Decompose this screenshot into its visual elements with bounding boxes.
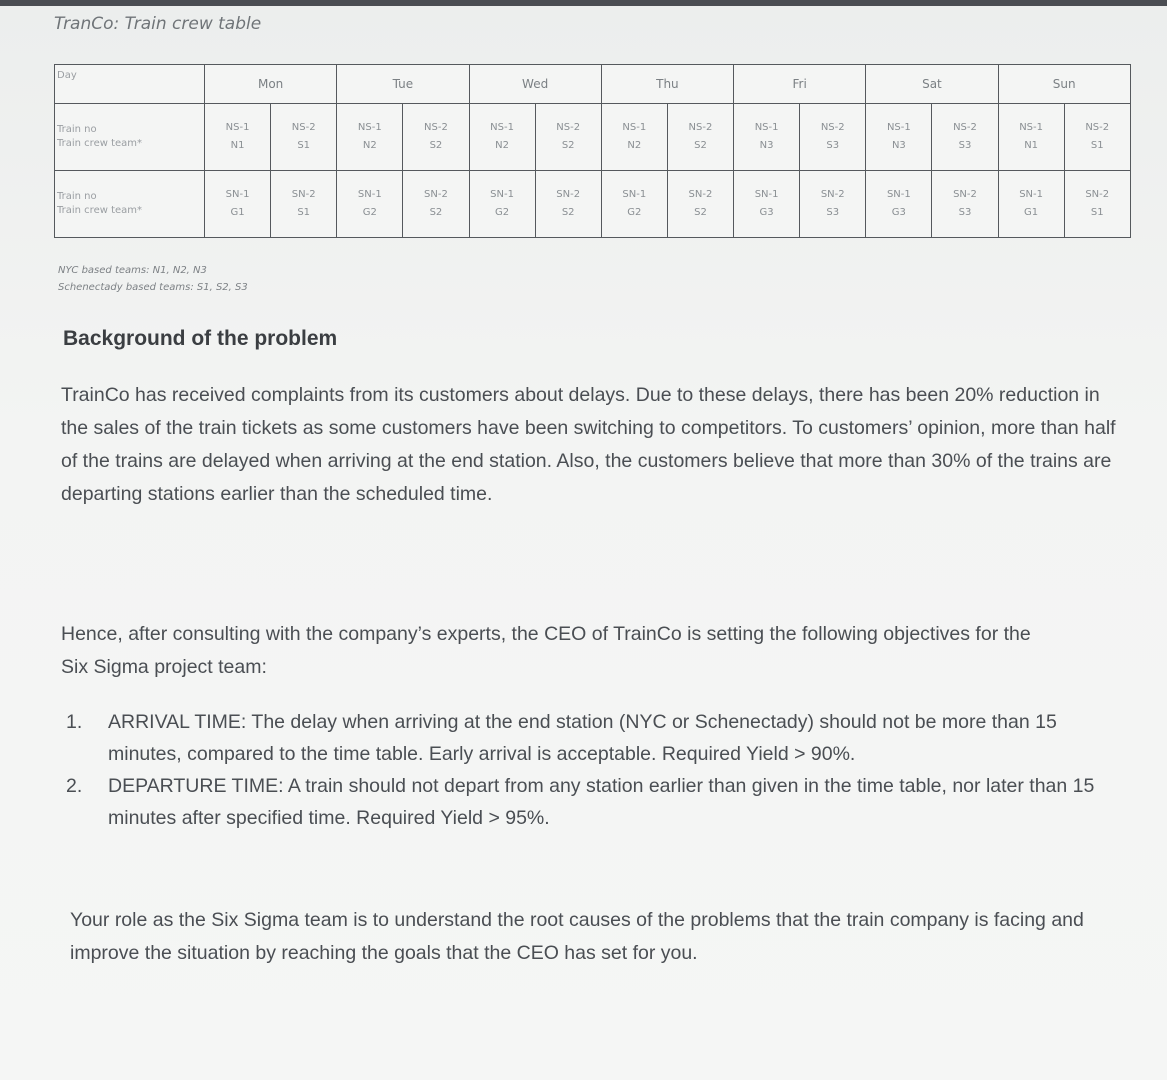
crew-cell [800,104,866,171]
crew-team: S2 [561,207,575,218]
day-header-cell: Thu [601,65,733,104]
train-number: NS-1 [754,122,779,133]
train-number: NS-2 [688,122,713,133]
crew-team: N3 [891,140,906,151]
objectives-intro-paragraph: Hence, after consulting with the company’s experts, the CEO of TrainCo is setting the following objectives for the Six Sigma project team: [61,623,1031,678]
train-number: SN-2 [953,189,977,200]
day-header-cell: Sun [998,65,1130,104]
crew-cell [403,104,469,171]
train-number: NS-2 [424,122,448,133]
crew-team: N3 [759,140,774,151]
crew-cell [205,171,271,238]
train-number: SN-2 [556,189,581,200]
day-header-cell: Wed [469,65,601,104]
crew-team: S1 [1090,207,1104,218]
northbound-row [55,104,1131,171]
crew-team: S1 [1090,140,1104,151]
crew-cell [271,104,337,171]
objective-item [62,770,1127,834]
crew-cell [998,104,1064,171]
crew-team: S2 [429,207,443,218]
crew-team: S2 [694,140,707,151]
train-number: NS-2 [556,122,581,133]
objective-item [62,706,1127,770]
crew-cell [866,171,932,238]
crew-team: N2 [495,140,509,151]
day-header-row [55,65,1131,104]
objectives-list [62,706,1127,834]
row-label [55,171,205,238]
crew-cell [535,171,601,238]
day-label: Day [55,65,205,104]
crew-cell [337,171,403,238]
crew-cell [469,171,535,238]
nyc-teams-note: NYC based teams: N1, N2, N3 [58,265,207,276]
crew-team: S2 [561,140,575,151]
day-header-cell: Mon [205,65,337,104]
section-heading: Background of the problem [63,327,338,350]
crew-cell [667,104,733,171]
train-number: SN-2 [1085,189,1110,200]
background-paragraph: TrainCo has received complaints from its customers about delays. Due to these delays, there has been 20% reduction in the sales of the train tickets as some customers have been switching to competitors. To customers’ opinion, more than half of the trains are delayed when arriving at the end station. Also, the customers believe that more than 30% of the trains are departing stations earlier than the scheduled time. [61,384,1116,505]
train-no-label: Train no [57,124,97,135]
train-number: SN-1 [886,189,911,200]
crew-team: S1 [297,207,311,218]
crew-cell [932,171,998,238]
objective-text: ARRIVAL TIME: The delay when arriving at the end station (NYC or Schenectady) should not be more than 15 minutes, compared to the time table. Early arrival is acceptable. Required Yield > 90%. [108,711,1057,765]
crew-team: N1 [230,140,245,151]
crew-team: G1 [1024,207,1039,218]
crew-team: S2 [694,207,707,218]
crew-team: S1 [297,140,311,151]
schenectady-teams-note: Schenectady based teams: S1, S2, S3 [58,282,248,293]
crew-cell [667,171,733,238]
day-header-cell: Sat [866,65,998,104]
train-number: SN-1 [490,189,514,200]
train-number: SN-1 [622,189,647,200]
crew-cell [271,171,337,238]
crew-cell [337,104,403,171]
crew-team: S2 [429,140,443,151]
crew-cell [601,171,667,238]
crew-cell [734,171,800,238]
team-footnotes [58,262,248,296]
crew-cell [1064,171,1130,238]
train-number: SN-2 [424,189,448,200]
train-number: SN-2 [820,189,845,200]
crew-cell [403,171,469,238]
train-number: NS-1 [1019,122,1044,133]
train-number: NS-1 [490,122,514,133]
role-paragraph: Your role as the Six Sigma team is to understand the root causes of the problems that the train company is facing and improve the situation by reaching the goals that the CEO has set for you. [70,909,1084,964]
crew-cell [469,104,535,171]
train-number: SN-1 [225,189,250,200]
crew-team: S3 [826,207,840,218]
crew-team: S3 [958,207,972,218]
crew-team: N1 [1024,140,1039,151]
crew-team: N2 [627,140,642,151]
crew-cell [205,104,271,171]
crew-cell [601,104,667,171]
crew-team: G2 [362,207,377,218]
crew-team: G3 [891,207,906,218]
crew-team-label: Train crew team* [57,205,143,216]
train-number: NS-2 [820,122,845,133]
southbound-row [55,171,1131,238]
top-edge-bar [0,0,1167,6]
crew-team-label: Train crew team* [57,138,143,149]
crew-cell [932,104,998,171]
crew-team: S3 [958,140,972,151]
crew-cell [1064,104,1130,171]
train-number: NS-1 [357,122,382,133]
crew-cell [800,171,866,238]
train-number: NS-1 [622,122,647,133]
train-number: NS-2 [953,122,977,133]
crew-team: S3 [826,140,840,151]
crew-team: G1 [230,207,245,218]
train-number: SN-1 [357,189,382,200]
objective-text: DEPARTURE TIME: A train should not depart from any station earlier than given in the time table, nor later than 15 minutes after specified time. Required Yield > 95%. [108,775,1095,829]
objective-number: 1. [66,711,83,733]
train-number: NS-1 [886,122,911,133]
crew-team: G3 [759,207,774,218]
train-number: SN-2 [688,189,713,200]
train-number: SN-1 [1019,189,1044,200]
train-crew-table [54,64,1131,238]
train-no-label: Train no [57,191,97,202]
day-header-cell: Tue [337,65,469,104]
day-header-cell: Fri [734,65,866,104]
train-number: NS-2 [291,122,316,133]
table-title: TranCo: Train crew table [54,14,262,34]
train-number: SN-1 [754,189,779,200]
crew-team: G2 [495,207,510,218]
crew-cell [535,104,601,171]
train-number: NS-2 [1085,122,1110,133]
crew-team: G2 [627,207,642,218]
objective-number: 2. [66,775,83,797]
crew-cell [998,171,1064,238]
train-number: SN-2 [291,189,316,200]
train-number: NS-1 [225,122,250,133]
crew-cell [734,104,800,171]
crew-team: N2 [362,140,377,151]
crew-cell [866,104,932,171]
row-label [55,104,205,171]
